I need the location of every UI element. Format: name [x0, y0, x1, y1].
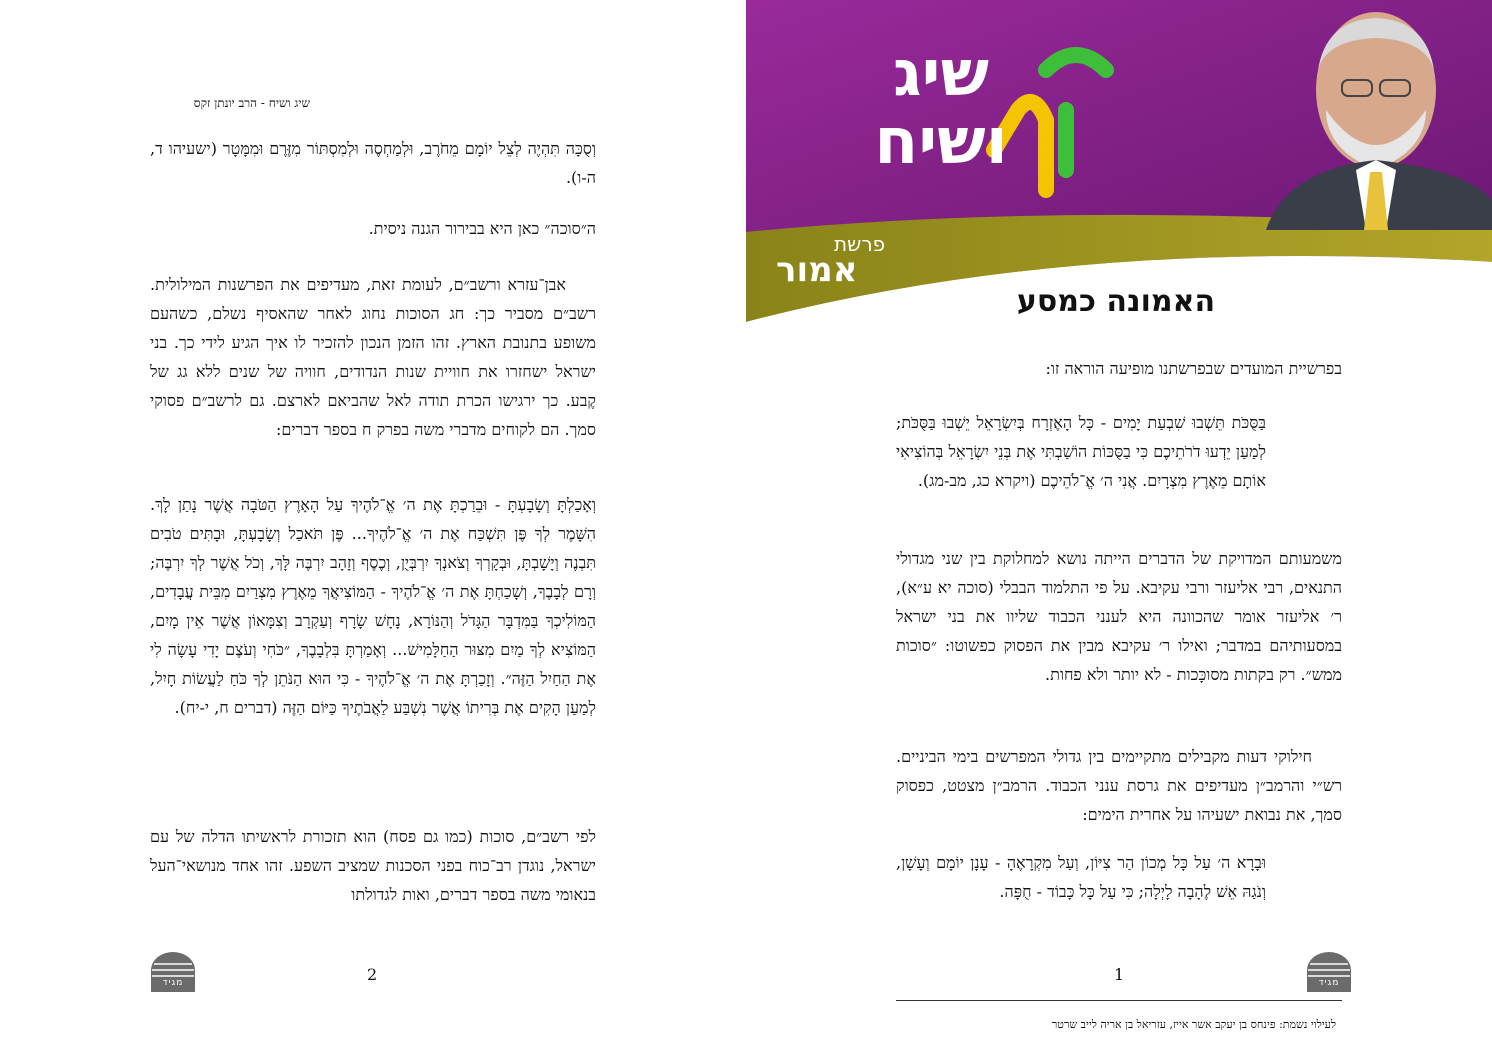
- paragraph-rashbam: אבן־עזרא ורשב״ם, לעומת זאת, מעדיפים את הפרשנות המילולית. רשב״ם מסביר כך: חג הסוכות נחוג לאחר שהאסיף נשלם, כשהעם משופע בתנובת הארץ. זהו הזמן הנכון להזכיר לו איך הגיע לידי כך. בני ישראל ישחזרו את חוויית שנות הנדודים, חוויה של שנים ללא גג של קֶבע. כך ירגישו הכרת תודה לאל שהביאם לארצם. גם לרשב״ם פסוקי סמך. הם לקוחים מדברי משה בפרק ח בספר דברים:: [150, 275, 596, 439]
- series-logo: שיג ושיח: [874, 37, 1008, 179]
- running-head: שיג ושיח - הרב יונתן זקס: [193, 96, 310, 110]
- article-title: האמונה כמסע: [1016, 284, 1216, 319]
- page-number: 2: [367, 965, 378, 984]
- isaiah-quote-2: וּבָרָא ה׳ עַל כָּל מְכוֹן הַר צִיּוֹן, וְעַל מִקְרָאֶהָ - עָנָן יוֹמָם וְעָשָׁן, וְנֹגַהּ אֵשׁ לֶהָבָה לָיְלָה; כִּי עַל כָּל כָּבוֹד - חֻפָּה.: [896, 853, 1266, 901]
- paragraph-medieval: חילוקי דעות מקבילים מתקיימים בין גדולי המפרשים בימי הביניים. רש״י והרמב״ן מעדיפים את גרסת ענני הכבוד. הרמב״ן מצטט, כפסוק סמך, את נבואת ישעיהו על אחרית הימים:: [896, 747, 1342, 824]
- publisher-name: מגיד: [1318, 978, 1340, 988]
- publisher-logo: [1306, 952, 1352, 992]
- banner: [746, 0, 1492, 330]
- right-page: [746, 0, 1492, 1058]
- parasha-name: אמור: [776, 250, 858, 290]
- paragraph-sukkah-miracle: ה״סוכה״ כאן היא בבירור הגנה ניסית.: [368, 219, 596, 238]
- publisher-logo: [150, 952, 196, 992]
- rabbi-portrait: [1256, 0, 1492, 230]
- deuteronomy-quote: וְאָכַלְתָּ וְשָׂבָעְתָּ - וּבֵרַכְתָּ אֶת ה׳ אֱ־לֹהֶיךָ עַל הָאָרֶץ הַטֹּבָה אֲשֶׁר נָתַן לָךְ. הִשָּׁמֶר לְךָ פֶּן תִּשְׁכַּח אֶת ה׳ אֱ־לֹהֶיךָ... פֶּן תֹּאכַל וְשָׂבָעְתָּ, וּבָתִּים טֹבִים תִּבְנֶה וְיָשָׁבְתָּ, וּבְקָרְךָ וְצֹאנְךָ יִרְבְּיֻן, וְכֶסֶף וְזָהָב יִרְבֶּה לָּךְ, וְכֹל אֲשֶׁר לְךָ יִרְבֶּה; וְרָם לְבָבֶךָ, וְשָׁכַחְתָּ אֶת ה׳ אֱ־לֹהֶיךָ - הַמּוֹצִיאֲךָ מֵאֶרֶץ מִצְרַיִם מִבֵּית עֲבָדִים, הַמּוֹלִיכְךָ בַּמִּדְבָּר הַגָּדֹל וְהַנּוֹרָא, נָחָשׁ שָׂרָף וְעַקְרָב וְצִמָּאוֹן אֲשֶׁר אֵין מָיִם, הַמּוֹצִיא לְךָ מַיִם מִצּוּר הַחַלָּמִישׁ... וְאָמַרְתָּ בִּלְבָבֶךָ, ״כֹּחִי וְעֹצֶם יָדִי עָשָׂה לִי אֶת הַחַיִל הַזֶּה״. וְזָכַרְתָּ אֶת ה׳ אֱ־לֹהֶיךָ - כִּי הוּא הַנֹּתֵן לְךָ כֹּחַ לַעֲשׂוֹת חָיִל, לְמַעַן הָקִים אֶת בְּרִיתוֹ אֲשֶׁר נִשְׁבַּע לַאֲבֹתֶיךָ כַּיּוֹם הַזֶּה (דברים ח, י-יח).: [150, 495, 596, 717]
- paragraph-intro: בפרשיית המועדים שבפרשתנו מופיעה הוראה זו:: [1045, 359, 1342, 378]
- paragraph-tannaim: משמעותם המדויקת של הדברים הייתה נושא למחלוקת בין שני מגדולי התנאים, רבי אליעזר ורבי עקיבא. על פי התלמוד הבבלי (סוכה יא ע״א), ר׳ אליעזר אומר שהכוונה היא לענני הכבוד שליוו את בני ישראל במסעותיהם במדבר; ואילו ר׳ עקיבא מבין את הפסוק כפשוטו: ״סוכות ממש״. רק בקתות מסוכָּכות - לא יותר ולא פחות.: [896, 549, 1342, 684]
- parasha-label: פרשת: [834, 232, 886, 256]
- publisher-name: מגיד: [162, 978, 184, 988]
- leviticus-quote: בַּסֻּכֹּת תֵּשְׁבוּ שִׁבְעַת יָמִים - כָּל הָאֶזְרָח בְּיִשְׂרָאֵל יֵשְׁבוּ בַּסֻּכֹּת; לְמַעַן יֵדְעוּ דֹרֹתֵיכֶם כִּי בַסֻּכּוֹת הוֹשַׁבְתִּי אֶת בְּנֵי יִשְׂרָאֵל בְּהוֹצִיאִי אוֹתָם מֵאֶרֶץ מִצְרָיִם. אֲנִי ה׳ אֱ־לֹהֵיכֶם (ויקרא כג, מב-מג).: [896, 413, 1266, 490]
- paragraph-rashbam-conclusion: לפי רשב״ם, סוכות (כמו גם פסח) הוא תזכורת לראשיתו הדלה של עם ישראל, נוגדן רב־כוח בפני הסכנות שמציב השפע. זהו אחד מנושאי־העל בנאומי משה בספר דברים, ואות לגדולתו: [150, 827, 596, 904]
- page-number: 1: [1114, 965, 1125, 984]
- dedication-line: לעילוי נשמת: פינחס בן יעקב אשר אייז, עזריאל בן אריה לייב שרטר: [1051, 1018, 1336, 1031]
- portrait-illustration: [1256, 0, 1492, 230]
- footer-divider: [896, 1000, 1342, 1001]
- isaiah-quote: וְסֻכָּה תִּהְיֶה לְצֵל יוֹמָם מֵחֹרֶב, וּלְמַחְסֶה וּלְמִסְתּוֹר מִזֶּרֶם וּמִמָּטָר (ישעיהו ד, ה-ו).: [150, 139, 596, 187]
